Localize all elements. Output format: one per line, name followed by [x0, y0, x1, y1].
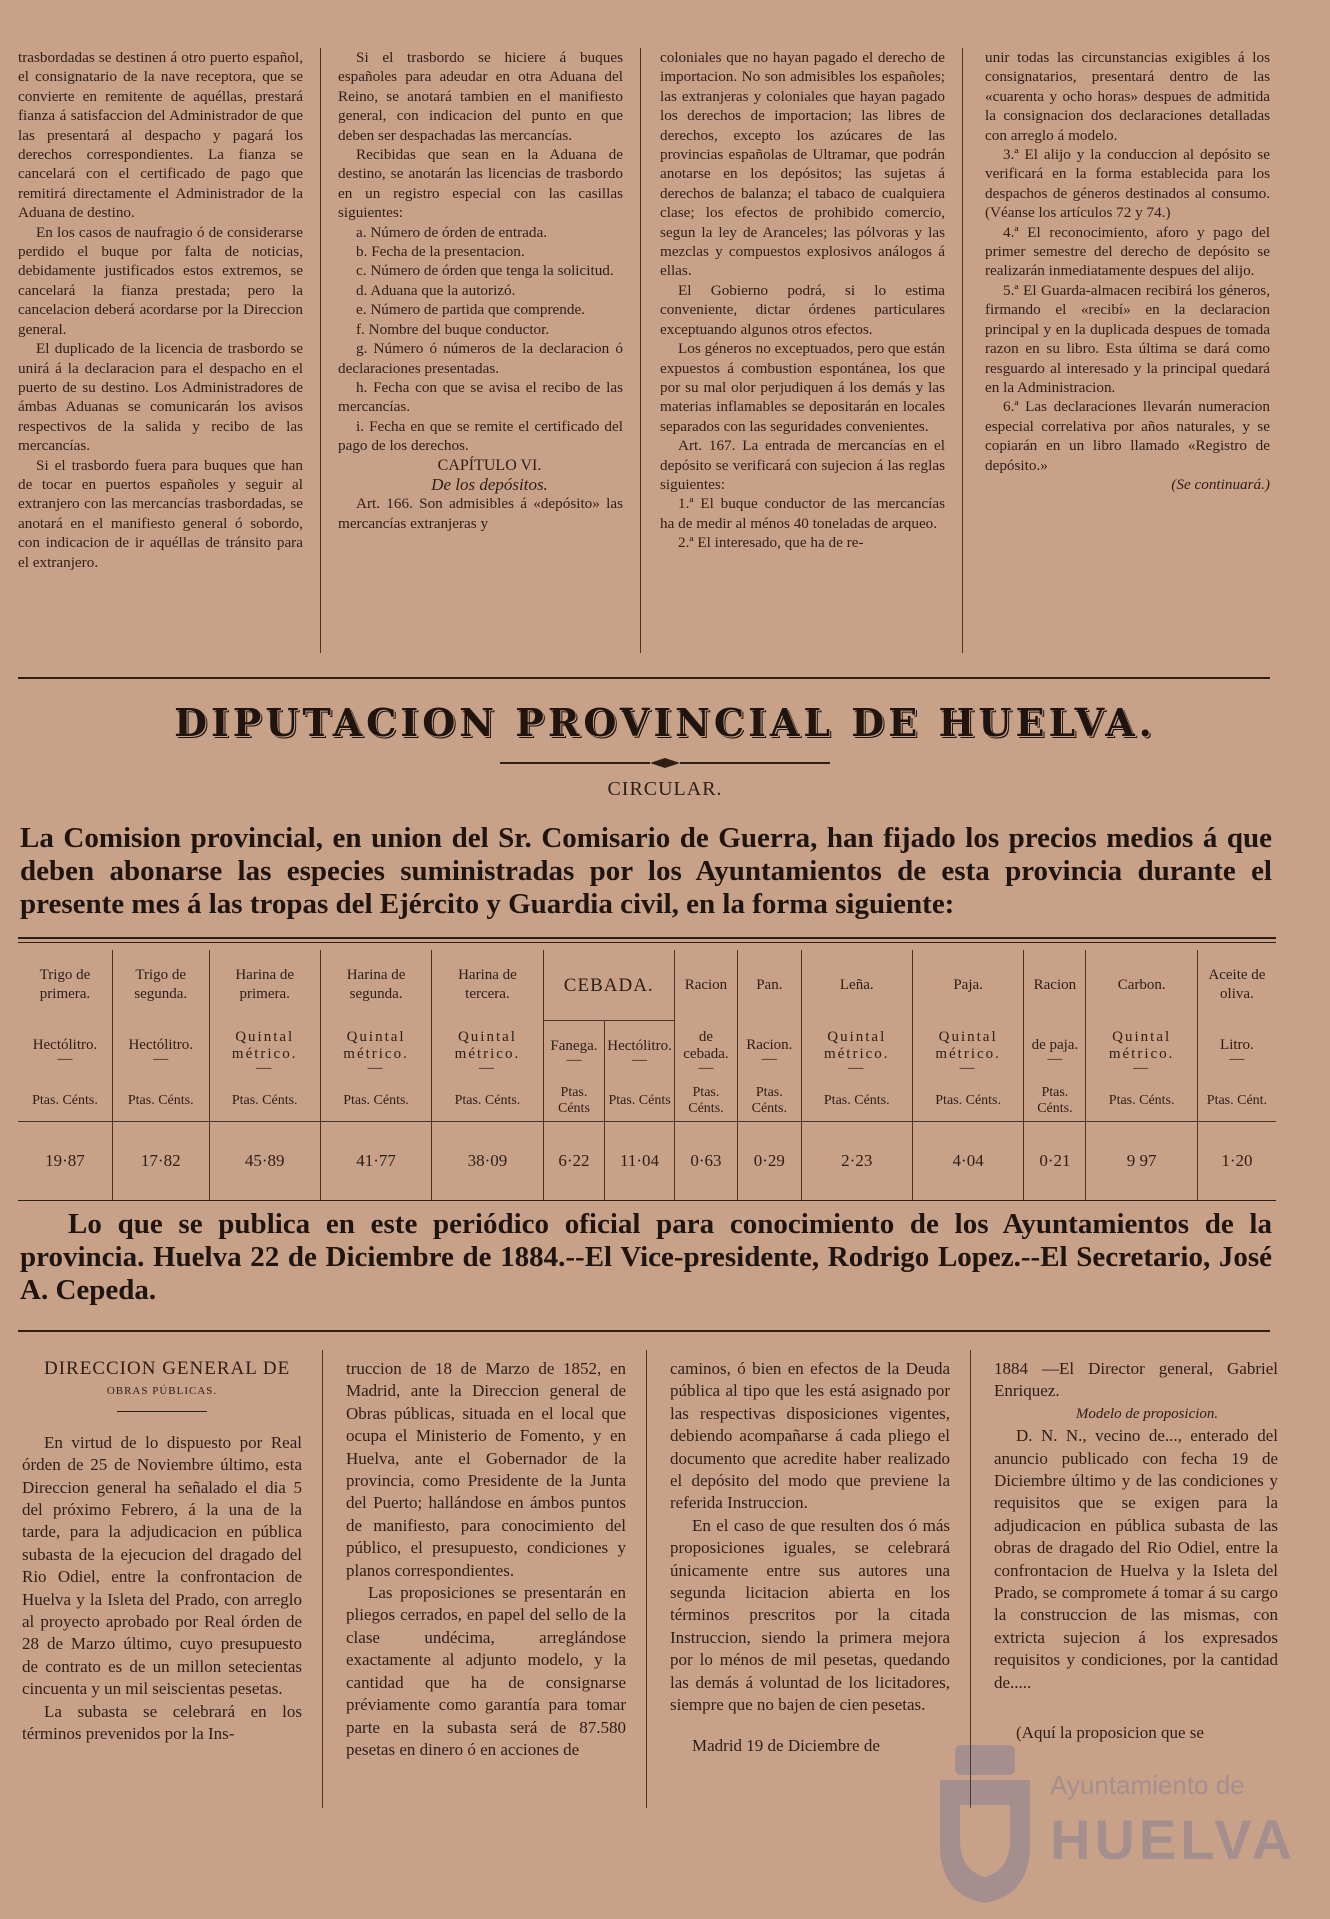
table-currency-row	[18, 1081, 1276, 1122]
circular-closing	[20, 1208, 1272, 1307]
col-header: Harina de tercera.	[432, 950, 543, 1021]
price-cell: 1·20	[1197, 1122, 1276, 1201]
paragraph: trasbordadas se destinen á otro puerto español, el consignatario de la nave receptora, que se convierte en remitente de aquéllas, prestará fianza á satisfaccion del Administrador de que las presentará al despacho y pagará los derechos correspondientes. La fianza se cancelará con el certificado de pago que remitirá directamente el Administrador de la Aduana de destino.	[18, 49, 303, 222]
list-item: f. Nombre del buque conductor.	[356, 320, 550, 338]
unit-cell: Quintal métrico. —	[801, 1021, 912, 1082]
paragraph: caminos, ó bien en efectos de la Deuda pública al tipo que les está asignado por las respectivas disposiciones vigentes, debiendo acompañarse á cada pliego el documento que acredite haber realizado el depósito del modo que previene la referida Instruccion.	[670, 1359, 950, 1513]
currency-cell: Ptas. Cénts.	[32, 1093, 98, 1108]
price-cell: 6·22	[543, 1122, 605, 1201]
currency-cell: Ptas. Cénts.	[912, 1081, 1023, 1122]
paragraph: 5.ª El Guarda-almacen recibirá los géneros, firmando el «recibí» en la declaracion principal y en la duplicada despues de tomada razon en su libro. Esta última se dará como resguardo al interesado y la principal quedará en la Administracion.	[985, 281, 1270, 396]
section-heading: DIRECCION GENERAL DE	[44, 1358, 291, 1379]
currency-cell: Ptas. Cénts.	[209, 1081, 320, 1122]
column-divider	[646, 1350, 647, 1808]
unit-cell: Quintal métrico. —	[1086, 1021, 1197, 1082]
unit-cell: Hectólitro. —	[112, 1021, 209, 1082]
price-cell: 2·23	[801, 1122, 912, 1201]
circular-intro	[20, 822, 1272, 921]
circular-intro-text: La Comision provincial, en union del Sr. Comisario de Guerra, han fijado los precios medios á que deben abonarse las especies suministradas por los Ayuntamientos de esta provincia durante el presente mes á las tropas del Ejército y Guardia civil, en la forma siguiente:	[20, 822, 1272, 920]
price-cell: 9 97	[1086, 1122, 1197, 1201]
price-cell: 0·21	[1024, 1122, 1086, 1201]
col-header: Harina de primera.	[209, 950, 320, 1021]
top-column-2	[338, 48, 623, 533]
col-header-cebada: CEBADA.	[543, 950, 674, 1021]
currency-cell: Ptas. Cénts.	[1024, 1081, 1086, 1122]
obras-column-1	[22, 1358, 302, 1746]
price-cell: 19·87	[18, 1122, 112, 1201]
paragraph: (Aquí la proposicion que se	[1016, 1723, 1204, 1743]
watermark-line-2: HUELVA	[1050, 1808, 1296, 1871]
currency-cell: Ptas. Cénts.	[674, 1081, 737, 1122]
col-header: Trigo de segunda.	[112, 950, 209, 1021]
unit-cell: Quintal métrico. —	[432, 1021, 543, 1082]
col-header: Harina de segunda.	[320, 950, 431, 1021]
column-divider	[322, 1350, 323, 1808]
model-heading: Modelo de proposicion.	[1075, 1405, 1219, 1422]
paragraph: La subasta se celebrará en los términos prevenidos por la Ins-	[22, 1701, 302, 1744]
unit-cell: Quintal métrico. —	[912, 1021, 1023, 1082]
section-masthead: DIPUTACION PROVINCIAL DE HUELVA.	[174, 700, 1156, 745]
top-column-4	[985, 48, 1270, 494]
col-header: Trigo de primera.	[39, 967, 91, 1003]
paragraph: 4.ª El reconocimiento, aforo y pago del primer semestre del derecho de depósito se realizarán inmediatamente despues del alijo.	[985, 223, 1270, 280]
paragraph: 2.ª El interesado, que ha de re-	[678, 534, 864, 552]
price-cell: 0·63	[674, 1122, 737, 1201]
unit-cell: Fanega. —	[543, 1021, 605, 1082]
paragraph: El duplicado de la licencia de trasbordo se unirá á la declaracion para el despacho en el puerto de su destino. Los Administradores de ámbas Aduanas se comunicarán los avisos respectivos de la salida y recibo de las mercancías.	[18, 340, 303, 455]
list-item: e. Número de partida que comprende.	[356, 301, 585, 319]
price-cell: 45·89	[209, 1122, 320, 1201]
paragraph: Si el trasbordo se hiciere á buques españoles para adeudar en otra Aduana del Reino, se anotará tambien en el manifiesto general, con indicacion del punto en que deben ser despachadas las mercancías.	[338, 49, 623, 144]
price-cell: 4·04	[912, 1122, 1023, 1201]
paragraph: 6.ª Las declaraciones llevarán numeracion especial correlativa por años naturales, y se copiarán en un libro llamado «Registro de depósito.»	[985, 398, 1270, 474]
unit-cell: Quintal métrico. —	[209, 1021, 320, 1082]
paragraph: 1884 —El Director general, Gabriel Enriquez.	[994, 1359, 1278, 1401]
currency-cell: Ptas. Cénts.	[432, 1081, 543, 1122]
paragraph: En virtud de lo dispuesto por Real órden de 25 de Noviembre último, esta Direccion general ha señalado el dia 5 del próximo Febrero, á la una de la tarde, para la adjudicacion en pública subasta de la ejecucion del dragado del Rio Odiel, entre la confrontacion de Huelva y la Isleta del Prado, con arreglo al proyecto aprobado por Real órden de 28 de Marzo último, cuyo presupuesto de contrato es de un millon setecientas cincuenta y un mil seiscientas pesetas.	[22, 1432, 302, 1699]
unit-cell: Quintal métrico. —	[320, 1021, 431, 1082]
top-column-3	[660, 48, 945, 553]
paragraph: Art. 167. La entrada de mercancías en el depósito se verificará con sujecion á las reglas siguientes:	[660, 437, 945, 493]
list-item: c. Número de órden que tenga la solicitud.	[356, 262, 614, 280]
table-top-rule-thin	[18, 942, 1276, 943]
currency-cell: Ptas. Cénts.	[320, 1081, 431, 1122]
short-divider	[117, 1411, 207, 1412]
col-header: Racion	[1024, 950, 1086, 1021]
unit-cell: Hectólitro. —	[32, 1037, 98, 1068]
currency-cell: Ptas. Cénts.	[738, 1081, 802, 1122]
table-row	[18, 1122, 1276, 1201]
paragraph: coloniales que no hayan pagado el derecho de importacion. No son admisibles los españoles; las extranjeras y coloniales que hayan pagado los derechos de importacion; las libres de derechos, excepto los azúcares de las provincias españolas de Ultramar, que podrán anotarse en los depósitos; las sujetas á derechos de balanza; el tabaco de cualquiera clase; los efectos de prohibido comercio, segun la ley de Aranceles; las pólvoras y las mezclas y compuestos explosivos análogos á ellas.	[660, 49, 945, 280]
paragraph: Recibidas que sean en la Aduana de destino, se anotarán las licencias de trasbordo en un registro especial con las casillas siguientes:	[338, 146, 623, 222]
paragraph: El Gobierno podrá, si lo estima conveniente, dictar órdenes particulares exceptuando algunos otros efectos.	[660, 281, 945, 338]
unit-cell: Hectólitro. —	[605, 1021, 675, 1082]
col-header: Paja.	[912, 950, 1023, 1021]
paragraph: unir todas las circunstancias exigibles á los consignatarios, presentará dentro de las «cuarenta y ocho horas» despues de admitida la consignacion dos declaraciones detalladas con arreglo á modelo.	[985, 49, 1270, 144]
unit-cell: Litro. —	[1197, 1021, 1276, 1082]
list-item: g. Número ó números de la declaracion ó declaraciones presentadas.	[338, 340, 623, 377]
chapter-heading: CAPÍTULO VI.	[437, 456, 542, 474]
paragraph: Los géneros no exceptuados, pero que están expuestos á combustion espontánea, los que por su mal olor perjudiquen á los demás y las materias inflamables se depositarán en locales separados con las seguridades convenientes.	[660, 340, 945, 435]
paragraph: truccion de 18 de Marzo de 1852, en Madrid, ante la Direccion general de Obras públicas, situada en el local que ocupa el Ministerio de Fomento, y en Huelva, ante el Gobernador de la provincia, como Presidente de la Junta del Puerto; hallándose en ámbos puntos de manifiesto, para conocimiento del público, el presupuesto, condiciones y planos correspondientes.	[346, 1359, 626, 1580]
currency-cell: Ptas. Cénts.	[112, 1081, 209, 1122]
col-header: Carbon.	[1086, 950, 1197, 1021]
price-cell: 0·29	[738, 1122, 802, 1201]
section-subheading: OBRAS PÚBLICAS.	[106, 1385, 218, 1398]
price-cell: 41·77	[320, 1122, 431, 1201]
paragraph: En el caso de que resulten dos ó más proposiciones iguales, se celebrará únicamente entre sus autores una segunda licitacion abierta en los términos prescritos por la citada Instruccion, siendo la primera mejora por lo ménos de mil pesetas, quedando las demás á voluntad de los licitadores, siempre que no bajen de cien pesetas.	[670, 1515, 950, 1715]
top-column-1	[18, 48, 303, 572]
section-rule	[18, 677, 1270, 679]
list-item: i. Fecha en que se remite el certificado del pago de los derechos.	[338, 417, 623, 455]
prices-table	[18, 950, 1276, 1200]
obras-column-2	[346, 1358, 626, 1761]
chapter-title: De los depósitos.	[431, 474, 548, 494]
unit-cell: Racion. —	[738, 1021, 802, 1082]
paragraph: En los casos de naufragio ó de considerarse perdido el buque por falta de noticias, debidamente justificados estos extremos, se cancelará la fianza prestada; pero la cancelacion deberá acordarse por la Direccion general.	[18, 223, 303, 338]
table-header-row	[18, 950, 1276, 1021]
currency-cell: Ptas. Cénts	[605, 1081, 675, 1122]
currency-cell: Ptas. Cént.	[1197, 1081, 1276, 1122]
paragraph: Madrid 19 de Diciembre de	[692, 1735, 880, 1755]
currency-cell: Ptas. Cénts.	[801, 1081, 912, 1122]
col-header: Aceite de oliva.	[1197, 950, 1276, 1021]
section-rule	[18, 1330, 1270, 1332]
price-cell: 38·09	[432, 1122, 543, 1201]
list-item: b. Fecha de la presentacion.	[356, 243, 525, 261]
paragraph: 1.ª El buque conductor de las mercancías ha de medir al ménos 40 toneladas de arqueo.	[660, 495, 945, 532]
coat-of-arms-icon	[930, 1745, 1040, 1905]
ornament-rule-icon	[500, 757, 830, 769]
col-header: Pan.	[738, 950, 802, 1021]
col-header: Leña.	[801, 950, 912, 1021]
obras-column-3	[670, 1358, 950, 1757]
column-divider	[640, 48, 641, 653]
table-bottom-rule	[18, 1200, 1276, 1201]
paragraph: D. N. N., vecino de..., enterado del anuncio publicado con fecha 19 de Diciembre último y de las condiciones y requisitos que se exigen para la adjudicacion en pública subasta de las obras de dragado del Rio Odiel, entre la confrontacion de Huelva y la Isleta del Prado, se compromete á tomar á su cargo la construccion de las mismas, con extricta sujecion á los expresados requisitos y condiciones, por la cantidad de.....	[994, 1426, 1278, 1692]
col-header: Racion	[674, 950, 737, 1021]
circular-heading: CIRCULAR.	[607, 778, 723, 800]
continued-note: (Se continuará.)	[1171, 475, 1270, 493]
paragraph: Art. 166. Son admisibles á «depósito» las mercancías extranjeras y	[338, 495, 623, 532]
price-cell: 17·82	[112, 1122, 209, 1201]
obras-column-4	[994, 1358, 1278, 1745]
archive-watermark	[920, 1745, 1320, 1915]
list-item: a. Número de órden de entrada.	[356, 223, 548, 241]
list-item: h. Fecha con que se avisa el recibo de las mercancías.	[338, 378, 623, 416]
column-divider	[320, 48, 321, 653]
unit-cell: de paja. —	[1024, 1021, 1086, 1082]
table-top-rule	[18, 937, 1276, 939]
currency-cell: Ptas. Cénts	[543, 1081, 605, 1122]
paragraph: 3.ª El alijo y la conduccion al depósito se verificará en la forma establecida para los despachos de géneros destinados al consumo. (Véanse los artículos 72 y 74.)	[985, 146, 1270, 222]
column-divider	[970, 1350, 971, 1808]
circular-closing-text: Lo que se publica en este periódico oficial para conocimiento de los Ayuntamientos de la provincia. Huelva 22 de Diciembre de 1884.--El Vice-presidente, Rodrigo Lopez.--El Secretario, José A. Cepeda.	[20, 1208, 1272, 1306]
price-cell: 11·04	[605, 1122, 675, 1201]
paragraph: Si el trasbordo fuera para buques que han de tocar en puertos españoles y seguir al extranjero con las mercancías trasbordadas, se anotará en el manifiesto general ó sobordo, con indicacion de ir aquéllas de tránsito para el extranjero.	[18, 456, 303, 571]
column-divider	[962, 48, 963, 653]
list-item: d. Aduana que la autorizó.	[356, 281, 516, 299]
currency-cell: Ptas. Cénts.	[1086, 1081, 1197, 1122]
watermark-line-1: Ayuntamiento de	[1050, 1770, 1245, 1800]
paragraph: Las proposiciones se presentarán en pliegos cerrados, en papel del sello de la clase undécima, arreglándose exactamente al adjunto modelo, y la cantidad que ha de consignarse préviamente como garantía para tomar parte en la subasta será de 87.580 pesetas en dinero ó en acciones de	[346, 1583, 626, 1759]
table-unit-row	[18, 1021, 1276, 1082]
unit-cell: de cebada. —	[674, 1021, 737, 1082]
